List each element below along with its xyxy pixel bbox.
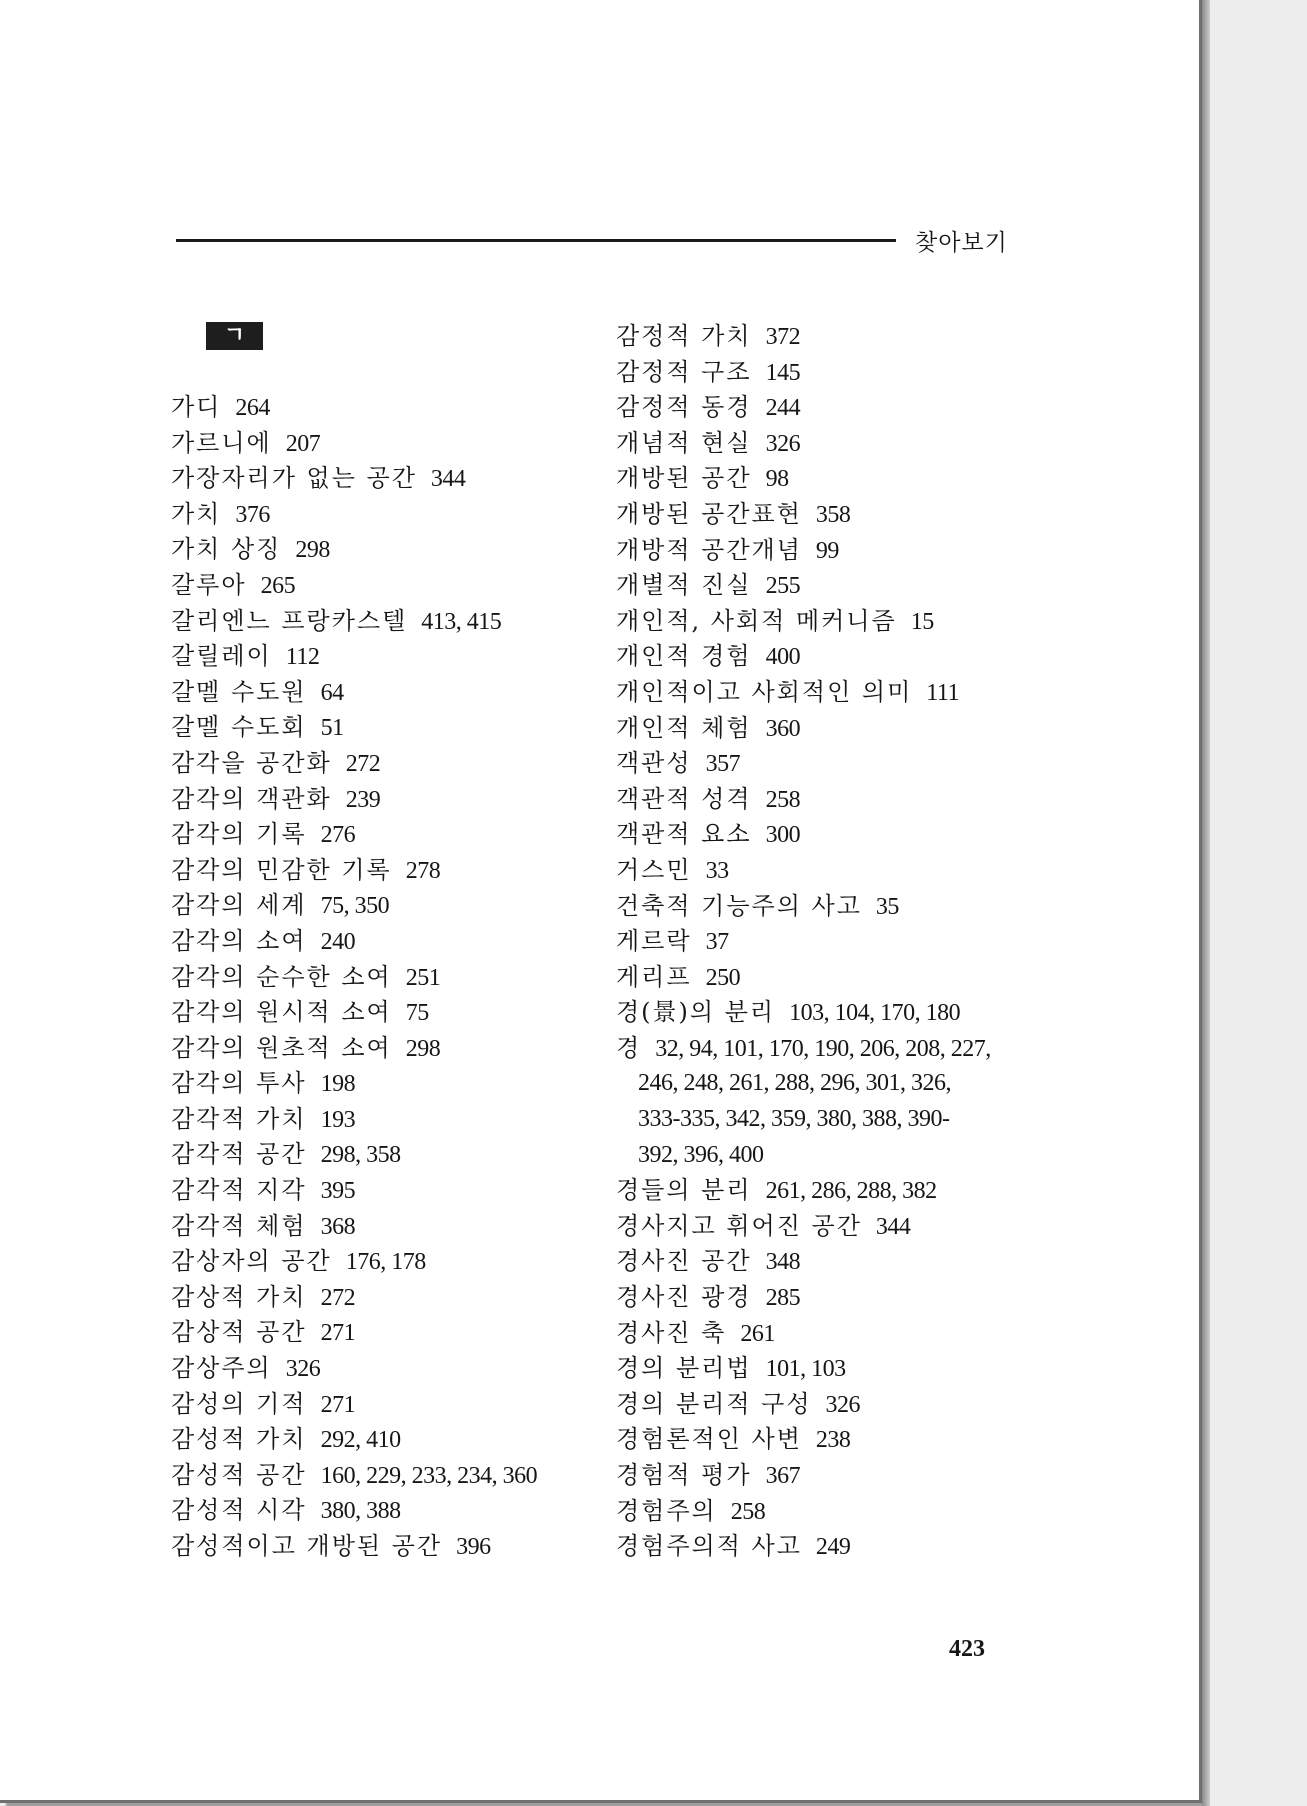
index-term: 갈멜 수도원	[171, 677, 307, 706]
index-entry	[616, 355, 1036, 391]
index-entry	[616, 1316, 1036, 1352]
index-entry	[171, 532, 591, 568]
index-page-refs: 240	[320, 928, 356, 955]
index-entry	[616, 817, 1036, 853]
index-term: 감각적 가치	[171, 1104, 307, 1133]
index-entry	[171, 782, 591, 818]
index-entry	[616, 390, 1036, 426]
index-column-right	[616, 319, 1036, 1565]
index-term: 경	[616, 1033, 642, 1062]
index-page-refs: 111	[926, 679, 959, 706]
index-entry	[171, 1173, 591, 1209]
index-page-refs: 261, 286, 288, 382	[765, 1178, 937, 1205]
index-entry	[616, 995, 1036, 1031]
index-page-refs: 198	[320, 1071, 356, 1098]
index-page-refs-continued: 333-335, 342, 359, 380, 388, 390-	[638, 1106, 950, 1133]
index-page-refs: 244	[765, 395, 801, 422]
index-term: 감각의 소여	[171, 926, 307, 955]
index-entry	[171, 390, 591, 426]
index-entry	[616, 461, 1036, 497]
index-entry	[616, 1387, 1036, 1423]
index-page-refs-continued: 246, 248, 261, 288, 296, 301, 326,	[638, 1070, 951, 1097]
index-entry	[616, 782, 1036, 818]
index-page-refs: 145	[765, 359, 801, 386]
index-page-refs: 32, 94, 101, 170, 190, 206, 208, 227,	[655, 1035, 991, 1062]
index-term: 경사진 광경	[616, 1283, 752, 1312]
index-entry	[171, 604, 591, 640]
index-entry	[616, 1244, 1036, 1280]
index-page-refs: 285	[765, 1285, 801, 1312]
page-number: 423	[949, 1636, 985, 1662]
index-entry	[616, 1422, 1036, 1458]
index-entry	[171, 1244, 591, 1280]
index-page-refs: 103, 104, 170, 180	[789, 1000, 961, 1027]
index-term: 개인적 경험	[616, 642, 752, 671]
index-page-refs: 368	[320, 1213, 356, 1240]
index-term: 객관적 요소	[616, 820, 752, 849]
index-entry	[616, 1351, 1036, 1387]
index-term: 감각적 체험	[171, 1211, 307, 1240]
index-entry	[616, 675, 1036, 711]
index-term: 가장자리가 없는 공간	[171, 464, 417, 493]
index-entry	[616, 924, 1036, 960]
index-page-refs: 75	[405, 1000, 429, 1027]
index-page-refs: 376	[235, 501, 270, 528]
index-page-refs: 37	[705, 929, 729, 956]
index-entry	[616, 604, 1036, 640]
index-page-refs: 265	[260, 572, 296, 599]
index-entry	[171, 568, 591, 604]
index-term: 감각의 기록	[171, 820, 307, 849]
index-term: 거스민	[616, 855, 692, 884]
index-entry	[616, 889, 1036, 925]
index-page-refs: 344	[430, 466, 466, 493]
index-page-refs: 396	[456, 1534, 491, 1560]
index-term: 경의 분리적 구성	[616, 1389, 812, 1418]
index-term: 경험주의적 사고	[616, 1532, 802, 1561]
index-page-refs: 239	[345, 786, 381, 813]
index-entry	[171, 1137, 591, 1173]
index-entry	[616, 533, 1036, 569]
index-entry	[616, 1031, 1036, 1067]
index-page-refs: 255	[765, 573, 801, 600]
index-entry	[171, 995, 591, 1031]
index-term: 가디	[171, 393, 222, 421]
index-page-refs: 380, 388	[320, 1498, 401, 1525]
index-page-refs: 112	[285, 644, 320, 671]
index-term: 경(景)의 분리	[616, 998, 776, 1027]
index-page-refs: 395	[320, 1178, 356, 1205]
index-entry	[171, 1315, 591, 1351]
index-page-refs: 250	[705, 964, 741, 991]
index-entry	[171, 1280, 591, 1316]
index-term: 감각의 투사	[171, 1069, 307, 1098]
index-page-refs: 367	[765, 1463, 801, 1489]
index-term: 개별적 진실	[616, 571, 752, 600]
index-entry	[616, 853, 1036, 889]
index-entry	[171, 675, 591, 711]
index-page-refs: 326	[285, 1356, 321, 1383]
index-page-refs: 99	[815, 537, 839, 564]
index-term: 경험주의	[616, 1496, 717, 1525]
index-entry	[616, 746, 1036, 782]
index-term: 개방적 공간개념	[616, 535, 802, 564]
index-entry	[171, 1387, 591, 1423]
index-term: 감각의 객관화	[171, 784, 332, 813]
index-entry	[171, 461, 591, 497]
index-term: 개인적이고 사회적인 의미	[616, 677, 913, 706]
index-entry	[171, 1031, 591, 1067]
index-term: 가르니에	[171, 428, 272, 457]
index-term: 가치 상징	[171, 535, 282, 564]
index-entry	[616, 1458, 1036, 1494]
index-page-refs: 298	[405, 1035, 441, 1062]
index-term: 감각적 지각	[171, 1176, 307, 1205]
index-entry	[616, 568, 1036, 604]
index-entry	[616, 497, 1036, 533]
index-page-refs: 264	[235, 395, 270, 421]
index-page-refs: 372	[765, 324, 801, 350]
index-entry	[171, 960, 591, 996]
index-term: 갈리엔느 프랑카스텔	[171, 606, 408, 635]
index-term: 개방된 공간표현	[616, 499, 802, 528]
index-entry	[171, 426, 591, 462]
index-term: 감각의 세계	[171, 891, 307, 920]
index-term: 갈멜 수도회	[171, 713, 307, 742]
index-entry	[171, 746, 591, 782]
index-page-refs: 298, 358	[320, 1142, 401, 1169]
index-entry	[616, 711, 1036, 747]
index-page-refs: 15	[910, 608, 934, 635]
index-term: 감상적 가치	[171, 1282, 307, 1311]
index-entry	[616, 639, 1036, 675]
index-term: 감정적 가치	[616, 322, 752, 350]
index-entry	[171, 1209, 591, 1245]
index-term: 경사진 축	[616, 1318, 727, 1347]
index-page-refs: 271	[320, 1391, 356, 1418]
index-term: 감정적 구조	[616, 357, 752, 386]
index-term: 갈릴레이	[171, 642, 272, 671]
index-term: 경사진 공간	[616, 1247, 752, 1276]
index-page-refs: 360	[765, 715, 801, 742]
index-term: 객관성	[616, 749, 692, 778]
index-term: 감상적 공간	[171, 1318, 307, 1347]
index-page-refs: 249	[815, 1534, 851, 1561]
index-entry	[171, 1458, 591, 1494]
index-term: 경사지고 휘어진 공간	[616, 1211, 862, 1240]
index-term: 감각적 공간	[171, 1140, 307, 1169]
index-page-refs: 101, 103	[765, 1356, 846, 1383]
index-page-refs: 272	[345, 750, 381, 777]
index-entry	[616, 1529, 1036, 1565]
index-page-refs: 344	[875, 1213, 911, 1240]
index-entry	[616, 960, 1036, 996]
index-page-refs: 400	[765, 644, 801, 671]
index-term: 감성의 기적	[171, 1389, 307, 1418]
header-rule	[176, 239, 896, 242]
index-term: 개인적 체험	[616, 713, 752, 742]
index-page-refs: 258	[730, 1498, 766, 1525]
index-page-refs: 272	[320, 1284, 356, 1311]
index-entry	[616, 426, 1036, 462]
index-entry	[616, 1494, 1036, 1530]
index-page-refs: 326	[765, 430, 801, 457]
index-term: 개방된 공간	[616, 464, 752, 493]
index-entry	[616, 319, 1036, 355]
index-entry	[171, 1422, 591, 1458]
index-entry	[171, 888, 591, 924]
index-page-refs: 207	[285, 430, 321, 457]
index-page-refs: 300	[765, 822, 801, 849]
index-term: 건축적 기능주의 사고	[616, 891, 862, 920]
index-entry	[171, 1351, 591, 1387]
index-term: 감정적 동경	[616, 393, 752, 422]
index-entry	[171, 639, 591, 675]
index-page-refs: 271	[320, 1320, 356, 1347]
index-page-refs: 348	[765, 1249, 801, 1276]
index-term: 객관적 성격	[616, 784, 752, 813]
index-page-refs: 51	[320, 715, 344, 742]
index-page-refs: 193	[320, 1106, 356, 1133]
index-page-refs: 75, 350	[320, 893, 390, 920]
index-term: 감각의 민감한 기록	[171, 855, 392, 884]
index-term: 감각의 순수한 소여	[171, 962, 392, 991]
index-term: 경의 분리법	[616, 1354, 752, 1383]
index-page-refs: 358	[815, 501, 851, 528]
index-term: 감성적 공간	[171, 1460, 307, 1489]
index-page-refs: 276	[320, 822, 356, 849]
index-entry	[171, 924, 591, 960]
index-term: 경험적 평가	[616, 1461, 752, 1489]
page-edge	[1202, 0, 1210, 1806]
running-header: 찾아보기	[915, 230, 1008, 256]
index-term: 감성적이고 개방된 공간	[171, 1532, 443, 1560]
index-term: 경험론적인 사변	[616, 1425, 802, 1454]
index-page-refs: 261	[740, 1320, 775, 1347]
index-page-refs: 357	[705, 751, 741, 778]
index-term: 감성적 가치	[171, 1425, 307, 1454]
index-term: 감각을 공간화	[171, 748, 332, 777]
index-page-refs: 64	[320, 679, 344, 706]
index-term: 경들의 분리	[616, 1176, 752, 1205]
index-term: 게리프	[616, 962, 692, 991]
index-entry	[616, 1209, 1036, 1245]
index-entry	[171, 1493, 591, 1529]
index-term: 감각의 원초적 소여	[171, 1033, 392, 1062]
index-page-refs-continued: 392, 396, 400	[638, 1141, 764, 1168]
index-page-refs: 251	[405, 964, 441, 991]
index-term: 감상주의	[171, 1354, 272, 1383]
index-entry	[616, 1280, 1036, 1316]
index-entry	[171, 1066, 591, 1102]
index-page-refs: 258	[765, 786, 801, 813]
index-term: 개인적, 사회적 메커니즘	[616, 606, 897, 635]
index-page-refs: 278	[405, 857, 441, 884]
index-term: 갈루아	[171, 570, 247, 599]
index-term: 개념적 현실	[616, 428, 752, 457]
index-page-refs: 176, 178	[345, 1249, 426, 1276]
index-entry	[171, 853, 591, 889]
index-term: 감각의 원시적 소여	[171, 998, 392, 1027]
index-term: 게르락	[616, 927, 692, 956]
index-page-refs: 326	[825, 1391, 861, 1418]
index-page-refs: 238	[815, 1427, 851, 1454]
index-term: 감상자의 공간	[171, 1247, 332, 1276]
index-page-refs: 35	[875, 893, 899, 920]
index-page-refs: 298	[295, 537, 330, 564]
index-entry	[171, 1529, 591, 1565]
index-entry	[171, 1102, 591, 1138]
index-page-refs: 413, 415	[421, 608, 502, 635]
index-page-refs: 33	[705, 857, 729, 884]
index-term: 감성적 시각	[171, 1496, 307, 1525]
index-entry	[171, 817, 591, 853]
index-entry	[616, 1173, 1036, 1209]
index-page-refs: 292, 410	[320, 1427, 401, 1454]
index-column-left	[171, 390, 591, 1565]
section-letter-badge: ㄱ	[206, 322, 263, 350]
index-entry	[171, 710, 591, 746]
index-entry	[171, 497, 591, 533]
index-term: 가치	[171, 499, 222, 528]
index-page-refs: 98	[765, 466, 789, 493]
index-page-refs: 160, 229, 233, 234, 360	[320, 1462, 538, 1489]
